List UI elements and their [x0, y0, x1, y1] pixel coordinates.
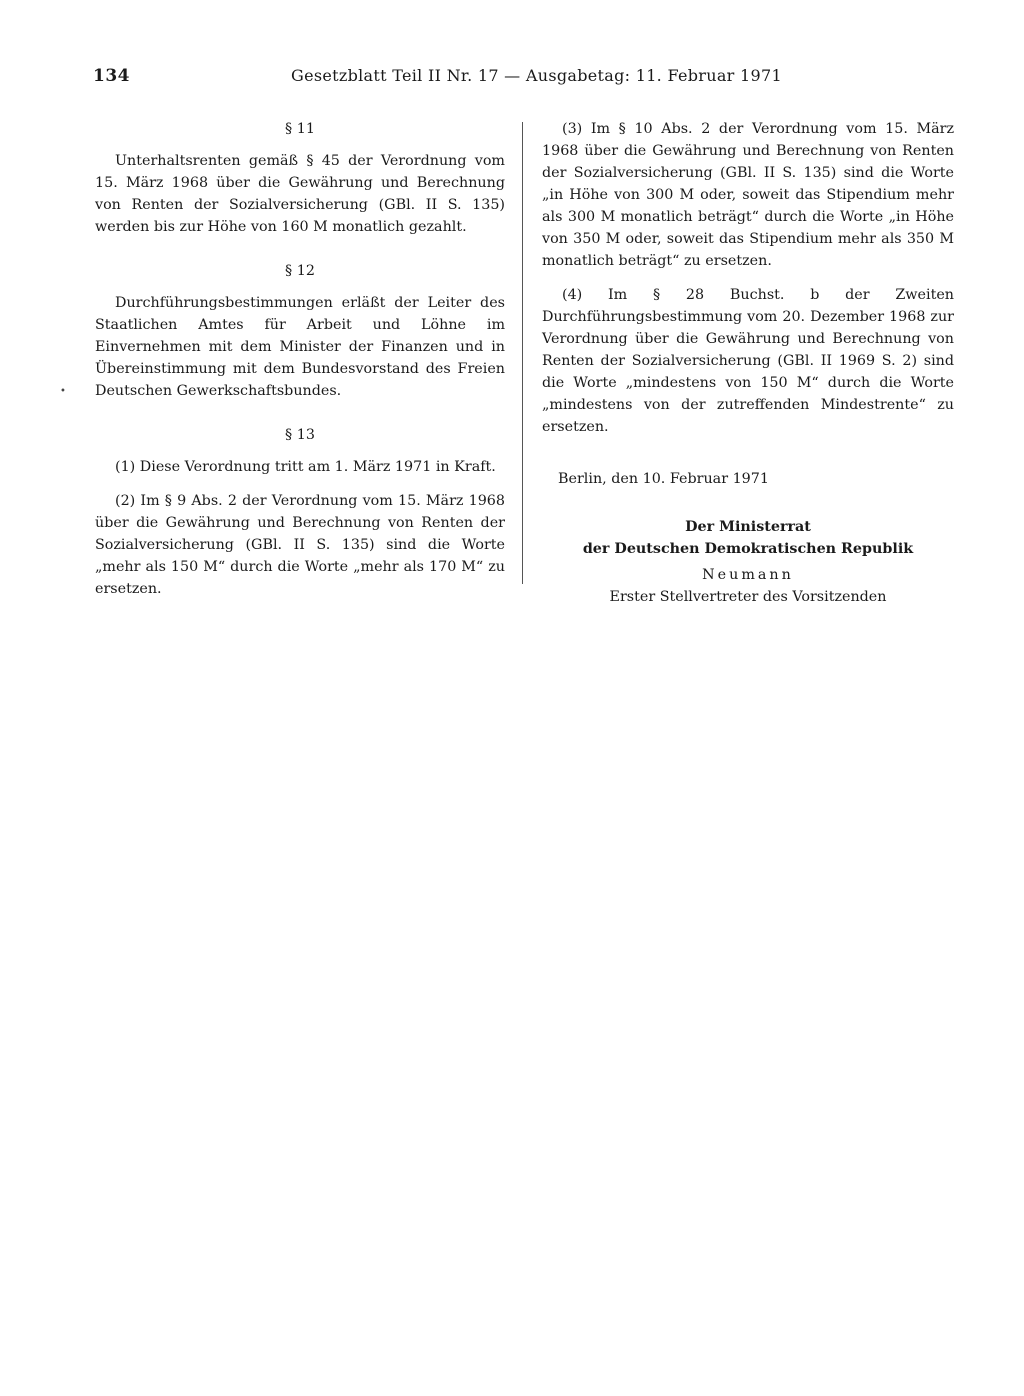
- section-13-paragraph-2: (2) Im § 9 Abs. 2 der Verordnung vom 15. März 1968 über die Gewährung und Berechnung von Renten der Sozialversicherung (GBl. II S. 135) sind die Worte „mehr als 150 M“ durch die Worte „mehr als 170 M“ zu ersetzen.: [95, 493, 505, 597]
- page-header: [93, 66, 782, 90]
- column-divider: [522, 122, 523, 584]
- section-13-paragraph-1: (1) Diese Verordnung tritt am 1. März 1971 in Kraft.: [115, 459, 496, 475]
- left-column: [95, 118, 505, 612]
- signature-body-line-2: der Deutschen Demokratischen Republik: [582, 541, 914, 557]
- section-heading-12: § 12: [285, 263, 315, 279]
- section-heading-13: § 13: [285, 427, 315, 443]
- section-13-paragraph-3: (3) Im § 10 Abs. 2 der Verordnung vom 15. März 1968 über die Gewährung und Berechnung von Renten der Sozialversicherung (GBl. II S. 135) sind die Worte „in Höhe von 300 M oder, soweit das Stipendium mehr als 300 M monatlich beträgt“ durch die Worte „in Höhe von 350 M oder, soweit das Stipendium mehr als 350 M monatlich beträgt“ zu ersetzen.: [542, 121, 954, 269]
- right-column: [542, 118, 954, 608]
- signatory-title: Erster Stellvertreter des Vorsitzenden: [609, 589, 887, 605]
- signatory-name: Neumann: [702, 567, 794, 583]
- date-line: Berlin, den 10. Februar 1971: [558, 471, 769, 487]
- section-13-paragraph-4: (4) Im § 28 Buchst. b der Zweiten Durchführungsbestimmung vom 20. Dezember 1968 zur Verordnung über die Gewährung und Berechnung von Renten der Sozialversicherung (GBl. II 1969 S. 2) sind die Worte „mindestens von 150 M“ durch die Worte „mindestens von der zutreffenden Mindestrente“ zu ersetzen.: [542, 287, 954, 435]
- page-number: 134: [93, 66, 130, 86]
- section-12-text: Durchführungsbestimmungen erläßt der Leiter des Staatlichen Amtes für Arbeit und Löhne im Einvernehmen mit dem Minister der Finanzen und in Übereinstimmung mit dem Bundesvorstand des Freien Deutschen Gewerkschaftsbundes.: [95, 295, 505, 399]
- running-title: Gesetzblatt Teil II Nr. 17 — Ausgabetag: 11. Februar 1971: [291, 66, 782, 85]
- section-11-text: Unterhaltsrenten gemäß § 45 der Verordnung vom 15. März 1968 über die Gewährung und Berechnung von Renten der Sozialversicherung (GBl. II S. 135) werden bis zur Höhe von 160 M monatlich gezahlt.: [95, 153, 505, 235]
- signature-body-line-1: Der Ministerrat: [685, 519, 811, 535]
- section-heading-11: § 11: [285, 121, 315, 137]
- scan-speck-mark: •: [60, 386, 66, 397]
